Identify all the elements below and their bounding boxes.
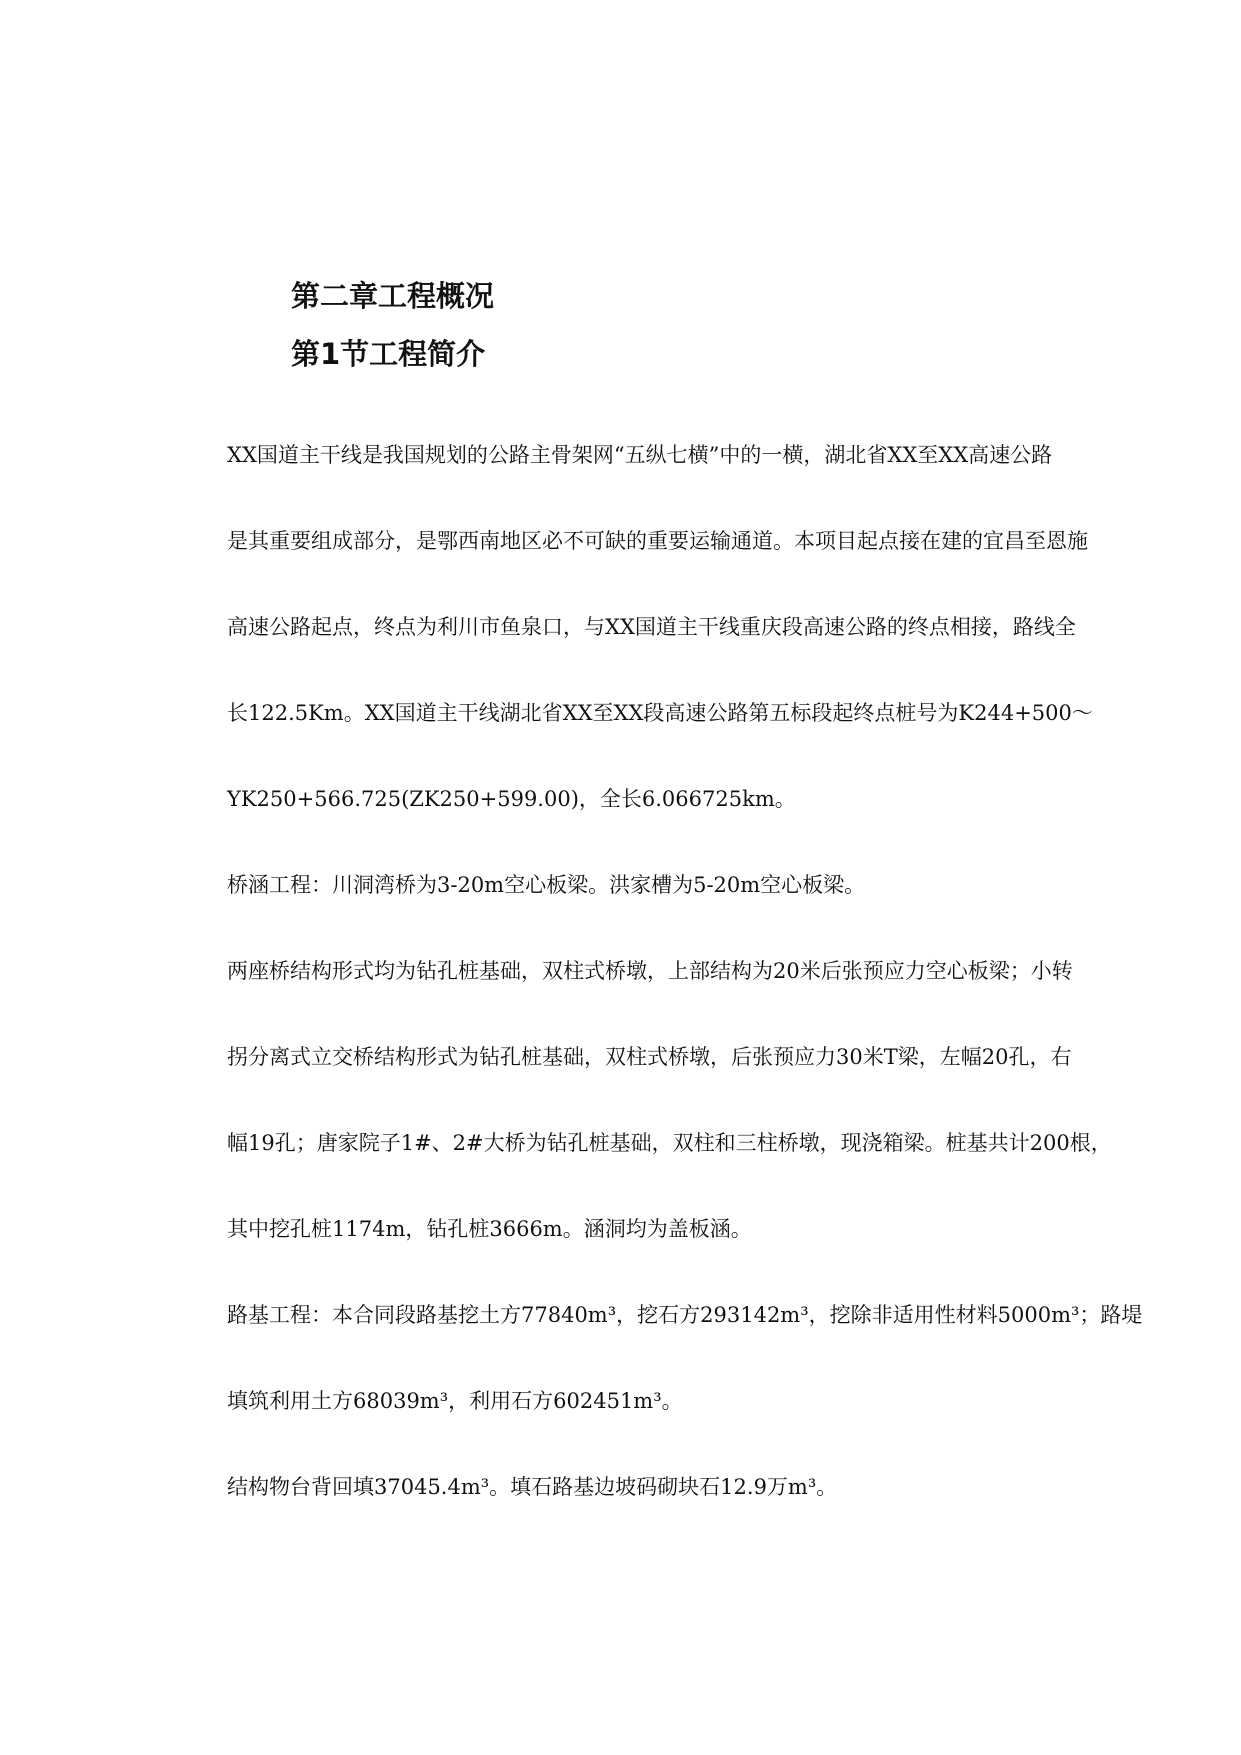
body-line-2: 是其重要组成部分，是鄂西南地区必不可缺的重要运输通道。本项目起点接在建的宜昌至恩施 bbox=[227, 529, 1088, 553]
body-line-9: 幅19孔；唐家院子1#、2#大桥为钻孔桩基础，双柱和三柱桥墩，现浇箱梁。桩基共计200根， bbox=[227, 1131, 1112, 1155]
body-line-4: 长122.5Km。XX国道主干线湖北省XX至XX段高速公路第五标段起终点桩号为K244+500～ bbox=[227, 701, 1093, 725]
body-line-10: 其中挖孔桩1174m，钻孔桩3666m。涵洞均为盖板涵。 bbox=[227, 1217, 752, 1241]
body-line-1: XX国道主干线是我国规划的公路主骨架网“五纵七横”中的一横，湖北省XX至XX高速公路 bbox=[227, 443, 1053, 467]
body-line-5: YK250+566.725(ZK250+599.00)，全长6.066725km。 bbox=[227, 787, 796, 811]
section-title: 第1节工程简介 bbox=[291, 337, 486, 371]
body-line-8: 拐分离式立交桥结构形式为钻孔桩基础，双柱式桥墩，后张预应力30米T梁，左幅20孔，右 bbox=[227, 1045, 1072, 1069]
body-line-7: 两座桥结构形式均为钻孔桩基础，双柱式桥墩，上部结构为20米后张预应力空心板梁；小转 bbox=[227, 959, 1073, 983]
body-line-11: 路基工程：本合同段路基挖土方77840m³，挖石方293142m³，挖除非适用性材料5000m³；路堤 bbox=[227, 1303, 1143, 1327]
body-line-6: 桥涵工程：川洞湾桥为3-20m空心板梁。洪家槽为5-20m空心板梁。 bbox=[227, 873, 866, 897]
chapter-title: 第二章工程概况 bbox=[291, 279, 495, 313]
body-line-3: 高速公路起点，终点为利川市鱼泉口，与XX国道主干线重庆段高速公路的终点相接，路线全 bbox=[227, 615, 1076, 639]
body-line-13: 结构物台背回填37045.4m³。填石路基边坡码砌块石12.9万m³。 bbox=[227, 1475, 838, 1499]
body-line-12: 填筑利用土方68039m³，利用石方602451m³。 bbox=[227, 1389, 683, 1413]
